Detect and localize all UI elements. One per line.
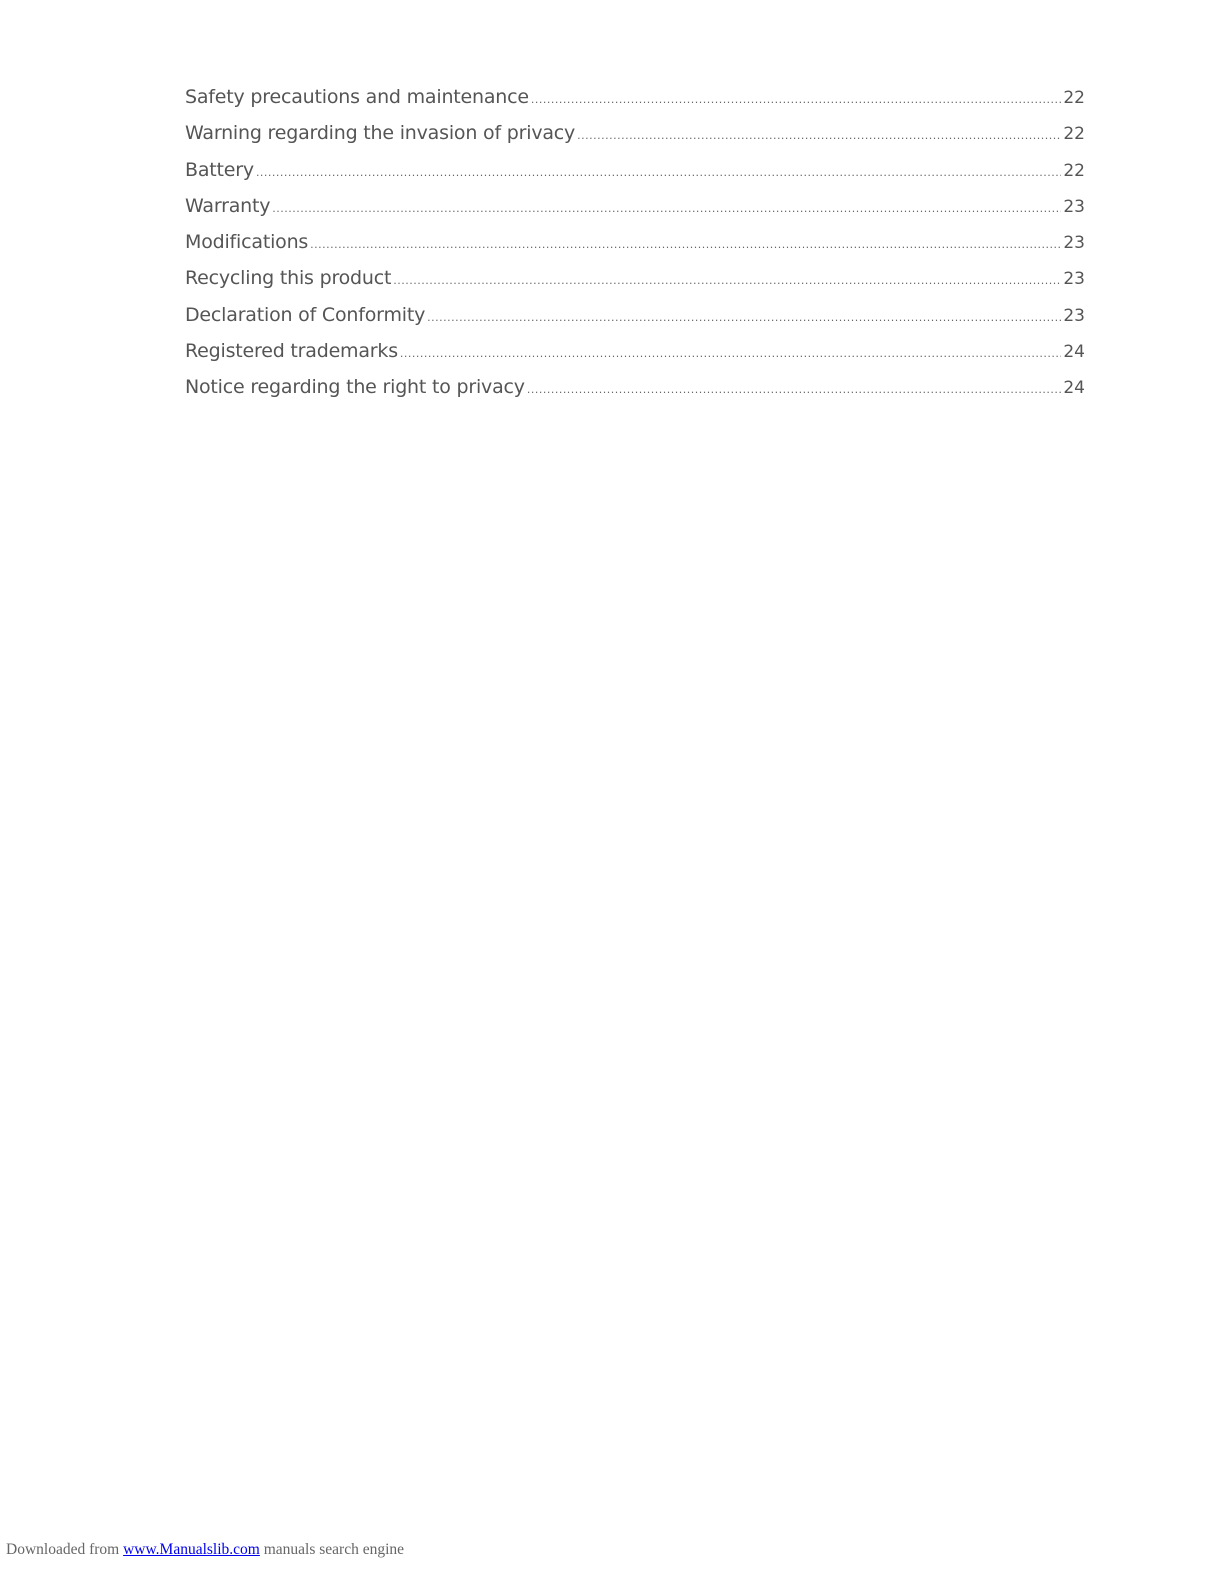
- toc-entry-recycling[interactable]: [185, 267, 1085, 303]
- toc-entry-page-number: 23: [1063, 269, 1085, 290]
- toc-entry-page-number: 22: [1063, 124, 1085, 145]
- toc-entry-modifications[interactable]: [185, 231, 1085, 267]
- toc-entry-page-number: 23: [1063, 196, 1085, 217]
- toc-entry-title: Modifications: [185, 231, 309, 254]
- toc-entry-page-number: 24: [1063, 378, 1085, 399]
- toc-entry-title: Registered trademarks: [185, 340, 398, 363]
- toc-entry-title: Declaration of Conformity: [185, 303, 426, 326]
- toc-entry-title: Warning regarding the invasion of privacy: [185, 122, 576, 145]
- toc-entry-warranty[interactable]: [185, 195, 1085, 231]
- table-of-contents: [185, 86, 1085, 413]
- toc-dot-leader: [256, 166, 1061, 179]
- manualslib-link[interactable]: www.Manualslib.com: [123, 1541, 260, 1558]
- toc-dot-leader: [531, 93, 1061, 106]
- toc-dot-leader: [577, 129, 1061, 142]
- toc-dot-leader: [310, 238, 1061, 251]
- toc-dot-leader: [272, 202, 1061, 215]
- toc-entry-declaration-of-conformity[interactable]: [185, 304, 1085, 340]
- download-footer: [6, 1541, 404, 1559]
- footer-prefix: Downloaded from: [6, 1541, 120, 1558]
- toc-entry-registered-trademarks[interactable]: [185, 340, 1085, 376]
- toc-entry-battery[interactable]: [185, 159, 1085, 195]
- footer-suffix: manuals search engine: [263, 1541, 405, 1558]
- toc-dot-leader: [400, 347, 1061, 360]
- toc-entry-page-number: 22: [1063, 88, 1085, 108]
- toc-entry-title: Notice regarding the right to privacy: [185, 376, 525, 399]
- toc-entry-right-to-privacy[interactable]: [185, 376, 1085, 412]
- toc-entry-title: Recycling this product: [185, 267, 392, 290]
- toc-entry-invasion-of-privacy[interactable]: [185, 122, 1085, 158]
- toc-entry-page-number: 22: [1063, 160, 1085, 181]
- toc-dot-leader: [427, 311, 1061, 324]
- toc-entry-title: Warranty: [185, 194, 271, 217]
- toc-dot-leader: [527, 383, 1062, 396]
- toc-dot-leader: [393, 274, 1061, 287]
- toc-entry-title: Safety precautions and maintenance: [185, 86, 529, 108]
- toc-entry-page-number: 23: [1063, 233, 1085, 254]
- toc-entry-safety-precautions[interactable]: [185, 86, 1085, 122]
- toc-entry-title: Battery: [185, 158, 254, 181]
- toc-entry-page-number: 24: [1063, 342, 1085, 363]
- toc-entry-page-number: 23: [1063, 305, 1085, 326]
